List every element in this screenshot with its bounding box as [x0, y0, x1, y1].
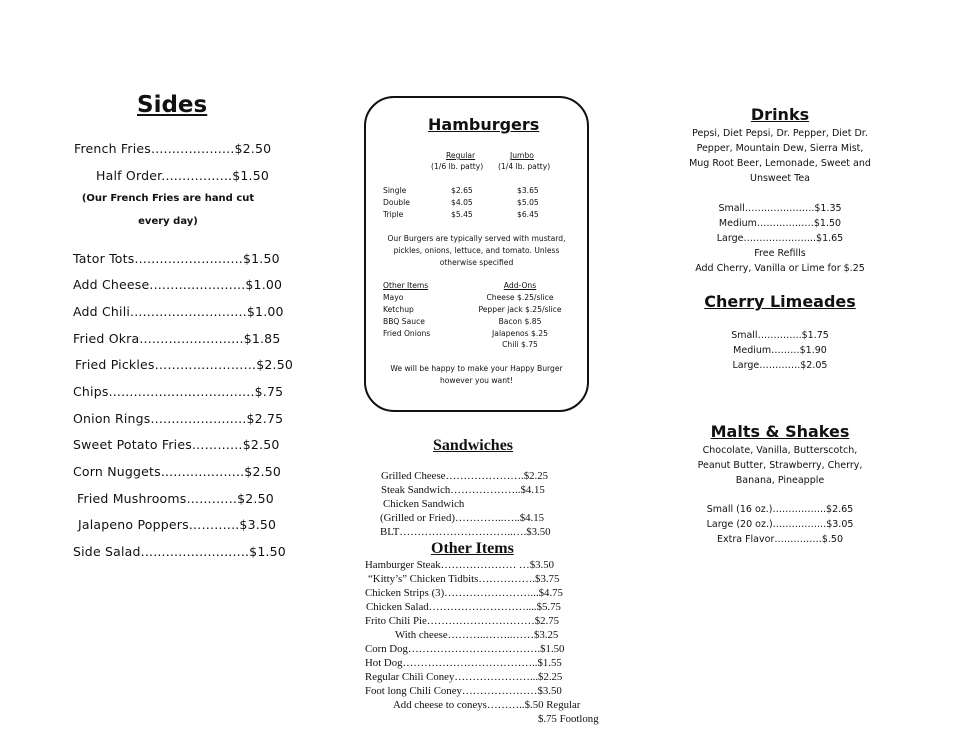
- burger-row-double: Double: [383, 198, 410, 207]
- other-item-fried-onions: Fried Onions: [383, 329, 431, 338]
- other-hamburger-steak: Hamburger Steak………………… …$3.50: [365, 559, 555, 571]
- hamburgers-title: Hamburgers: [428, 115, 540, 134]
- other-chicken-salad: Chicken Salad………………………....$5.75: [366, 601, 561, 613]
- triple-jumbo-price: $6.45: [517, 210, 539, 219]
- malts-large: Large (20 oz.)……………..$3.05: [706, 519, 854, 530]
- other-corn-dog: Corn Dog……………………………….$1.50: [365, 643, 565, 655]
- other-add-cheese-coneys: Add cheese to coneys………..$.50 Regular: [393, 699, 581, 711]
- regular-header: Regular: [446, 151, 476, 160]
- drinks-desc-line-3: Mug Root Beer, Lemonade, Sweet and: [689, 158, 871, 169]
- fries-note-line-1: (Our French Fries are hand cut: [81, 193, 255, 204]
- menu-item-add-cheese: Add Cheese.......................$1.00: [73, 277, 283, 292]
- addon-bacon: Bacon $.85: [498, 317, 542, 326]
- other-regular-chili-coney: Regular Chili Coney…………………...$2.25: [365, 671, 563, 683]
- other-item-mayo: Mayo: [383, 293, 404, 302]
- other-add-cheese-footlong: $.75 Footlong: [538, 713, 599, 725]
- sandwich-steak: Steak Sandwich………………..$4.15: [381, 484, 545, 496]
- limeades-title: Cherry Limeades: [704, 292, 856, 311]
- burger-row-single: Single: [383, 186, 407, 195]
- limeade-small: Small…………..$1.75: [731, 330, 829, 341]
- menu-item-half-order: Half Order.................$1.50: [96, 168, 270, 183]
- sides-title: Sides: [137, 92, 208, 118]
- menu-item-onion-rings: Onion Rings.......................$2.75: [73, 411, 284, 426]
- limeade-large: Large………….$2.05: [732, 360, 828, 371]
- sandwich-grilled-cheese: Grilled Cheese………………….$2.25: [381, 470, 549, 482]
- menu-item-jalapeno-poppers: Jalapeno Poppers…….…..$3.50: [78, 517, 277, 532]
- other-chicken-tidbits: “Kitty’s” Chicken Tidbits…………….$3.75: [368, 573, 560, 585]
- malts-desc-line-1: Chocolate, Vanilla, Butterscotch,: [702, 445, 858, 456]
- drinks-desc-line-4: Unsweet Tea: [750, 173, 810, 184]
- sandwich-blt: BLT…………………………..….$3.50: [380, 526, 551, 538]
- other-item-ketchup: Ketchup: [383, 305, 414, 314]
- burger-row-triple: Triple: [383, 210, 404, 219]
- addon-pepper-jack: Pepper jack $.25/slice: [478, 305, 562, 314]
- malts-extra-flavor: Extra Flavor……………$.50: [716, 534, 843, 545]
- double-regular-price: $4.05: [451, 198, 473, 207]
- sandwich-chicken-style: (Grilled or Fried)…………..…..$4.15: [380, 512, 545, 524]
- served-note-line-2: pickles, onions, lettuce, and tomato. Unless: [393, 246, 560, 255]
- jumbo-size: (1/4 lb. patty): [498, 162, 551, 171]
- addons-header: Add-Ons: [503, 281, 537, 290]
- menu-item-add-chili: Add Chili............................$1.00: [73, 304, 284, 319]
- menu-item-sweet-potato-fries: Sweet Potato Fries…………$2.50: [73, 437, 280, 452]
- fries-note-line-2: every day): [138, 216, 198, 227]
- malts-title: Malts & Shakes: [710, 422, 850, 441]
- menu-item-french-fries: French Fries....................$2.50: [74, 141, 272, 156]
- double-jumbo-price: $5.05: [517, 198, 539, 207]
- served-note-line-1: Our Burgers are typically served with mustard,: [387, 234, 566, 243]
- served-note-line-3: otherwise specified: [439, 258, 514, 267]
- other-items-title: Other Items: [431, 540, 514, 557]
- other-chicken-strips: Chicken Strips (3)……………………...$4.75: [365, 587, 563, 599]
- malts-small: Small (16 oz.)……………..$2.65: [706, 504, 854, 515]
- menu-item-tator-tots: Tator Tots..........................$1.50: [73, 251, 280, 266]
- menu-item-side-salad: Side Salad..........................$1.50: [73, 544, 286, 559]
- triple-regular-price: $5.45: [451, 210, 473, 219]
- other-item-bbq-sauce: BBQ Sauce: [383, 317, 425, 326]
- malts-desc-line-3: Banana, Pineapple: [735, 475, 825, 486]
- drinks-title: Drinks: [750, 105, 810, 124]
- drinks-free-refills: Free Refills: [754, 248, 806, 259]
- other-foot-long-chili-coney: Foot long Chili Coney…………………$3.50: [365, 685, 562, 697]
- addon-chili: Chili $.75: [502, 340, 538, 349]
- addon-cheese: Cheese $.25/slice: [486, 293, 554, 302]
- single-jumbo-price: $3.65: [517, 186, 539, 195]
- drinks-add-flavor: Add Cherry, Vanilla or Lime for $.25: [695, 263, 865, 274]
- happy-burger-line-2: however you want!: [439, 376, 514, 385]
- jumbo-header: Jumbo: [510, 151, 534, 160]
- other-hot-dog: Hot Dog………………………………..$1.55: [365, 657, 562, 669]
- menu-item-corn-nuggets: Corn Nuggets....................$2.50: [73, 464, 282, 479]
- drinks-large: Large…………………..$1.65: [716, 233, 844, 244]
- sandwiches-title: Sandwiches: [433, 437, 514, 454]
- drinks-medium: Medium………………$1.50: [718, 218, 842, 229]
- malts-desc-line-2: Peanut Butter, Strawberry, Cherry,: [697, 460, 863, 471]
- single-regular-price: $2.65: [451, 186, 473, 195]
- drinks-desc-line-2: Pepper, Mountain Dew, Sierra Mist,: [696, 143, 864, 154]
- regular-size: (1/6 lb. patty): [431, 162, 484, 171]
- menu-item-chips: Chips...................................$.75: [73, 384, 284, 399]
- drinks-small: Small………………….$1.35: [718, 203, 842, 214]
- drinks-desc-line-1: Pepsi, Diet Pepsi, Dr. Pepper, Diet Dr.: [692, 128, 868, 139]
- sandwich-chicken: Chicken Sandwich: [383, 498, 465, 510]
- menu-item-fried-okra: Fried Okra.........................$1.85: [73, 331, 281, 346]
- limeade-medium: Medium………$1.90: [733, 345, 827, 356]
- menu-item-fried-pickles: Fried Pickles……………………$2.50: [75, 357, 293, 372]
- addon-jalapenos: Jalapenos $.25: [492, 329, 548, 338]
- happy-burger-line-1: We will be happy to make your Happy Burger: [390, 364, 563, 373]
- other-with-cheese: With cheese………..……..……$3.25: [395, 629, 559, 641]
- menu-item-fried-mushrooms: Fried Mushrooms…….…..$2.50: [77, 491, 274, 506]
- other-frito-chili-pie: Frito Chili Pie…………………………$2.75: [365, 615, 560, 627]
- other-items-header: Other Items: [383, 281, 429, 290]
